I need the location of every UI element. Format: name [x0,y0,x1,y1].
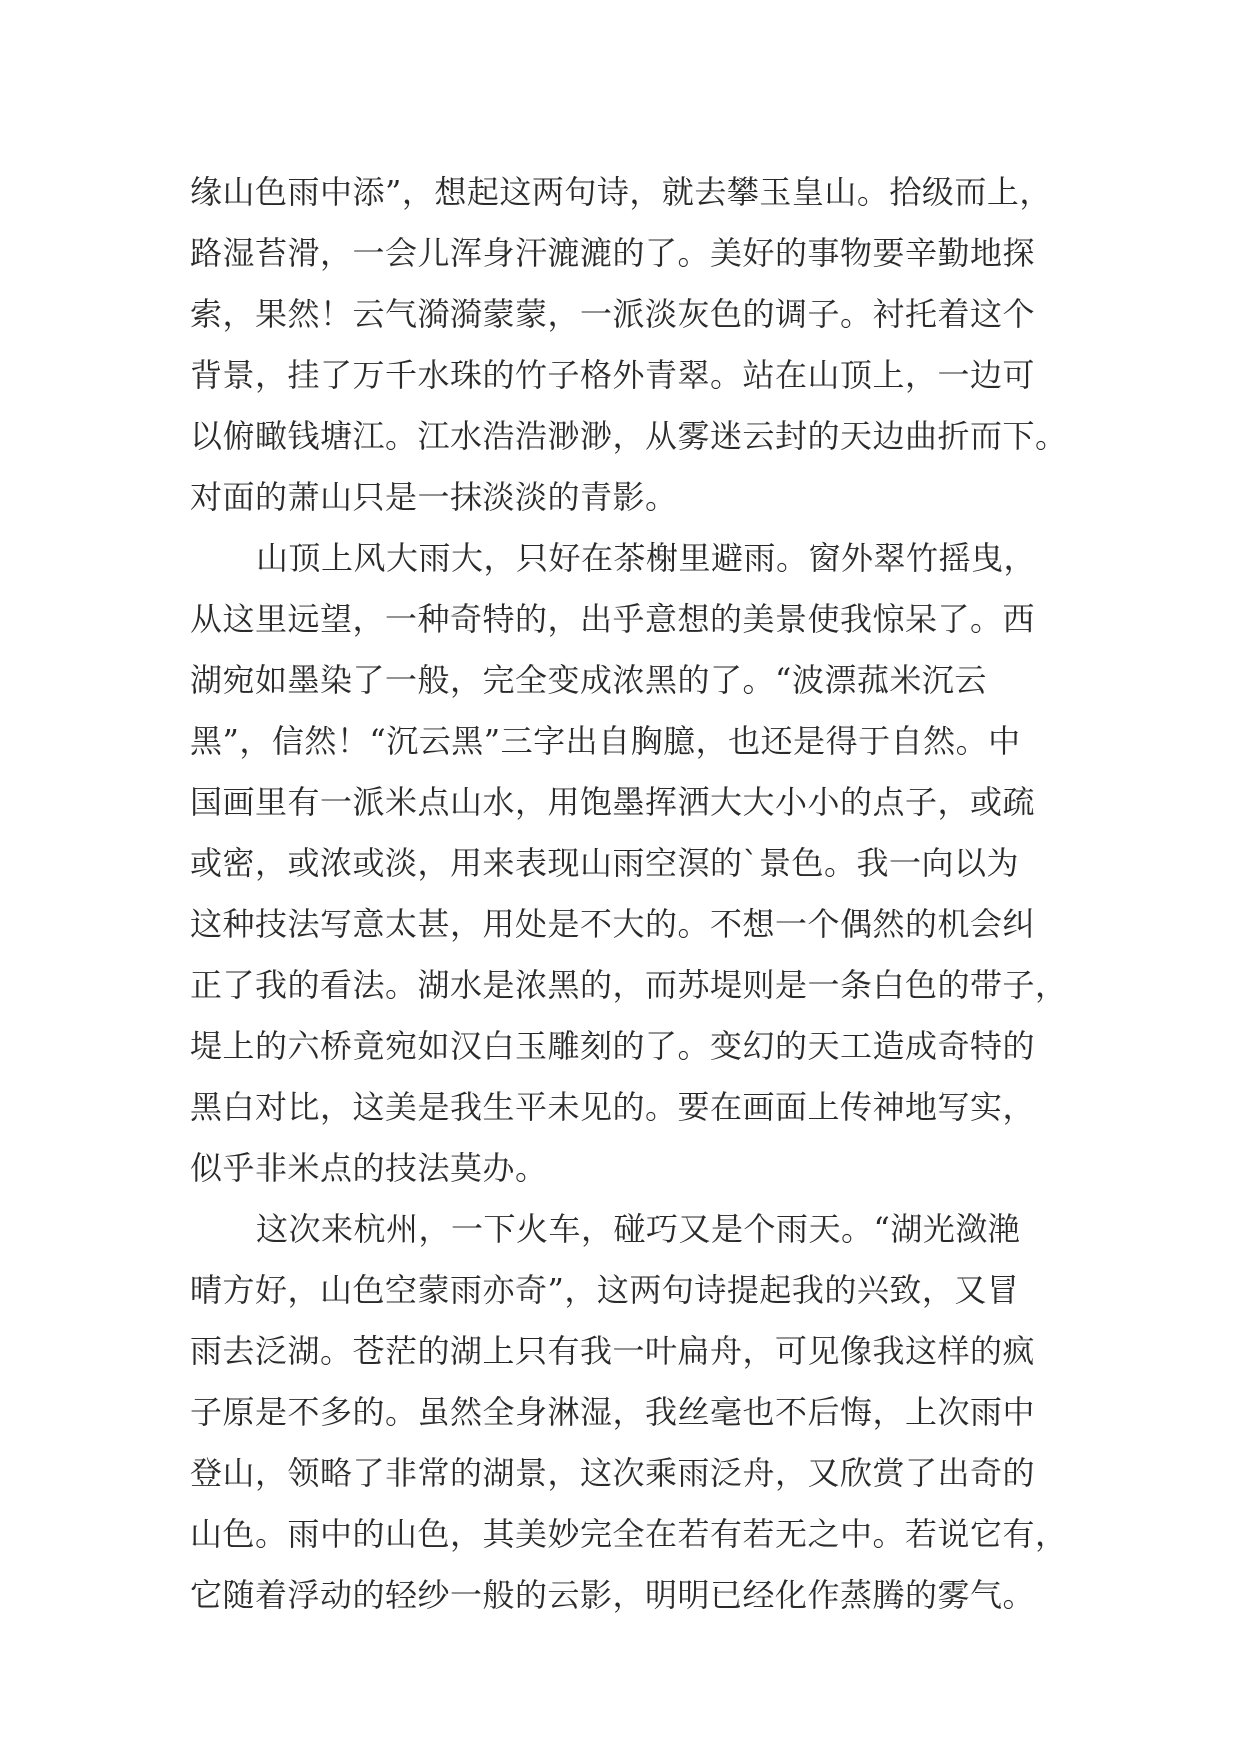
text-line: 缘山色雨中添”，想起这两句诗，就去攀玉皇山。拾级而上， [190,173,1052,211]
text-line: 对面的萧山只是一抹淡淡的青影。 [190,478,678,516]
text-line: 子原是不多的。虽然全身淋湿，我丝毫也不后悔，上次雨中 [190,1393,1036,1431]
text-line: 路湿苔滑，一会儿浑身汗漉漉的了。美好的事物要辛勤地探 [190,234,1036,272]
paragraph-start-line: 这次来杭州，一下火车，碰巧又是个雨天。“湖光潋滟 [256,1210,1021,1248]
text-line: 正了我的看法。湖水是浓黑的，而苏堤则是一条白色的带子， [190,966,1068,1004]
paragraph-start-line: 山顶上风大雨大，只好在茶榭里避雨。窗外翠竹摇曳， [256,539,1037,577]
text-line: 以俯瞰钱塘江。江水浩浩渺渺，从雾迷云封的天边曲折而下。 [190,417,1068,455]
text-line: 背景，挂了万千水珠的竹子格外青翠。站在山顶上，一边可 [190,356,1036,394]
text-line: 索，果然！云气漪漪蒙蒙，一派淡灰色的调子。衬托着这个 [190,295,1036,333]
text-line: 它随着浮动的轻纱一般的云影，明明已经化作蒸腾的雾气。 [190,1576,1036,1614]
body-text [190,162,1070,1626]
text-line: 晴方好，山色空蒙雨亦奇”，这两句诗提起我的兴致，又冒 [190,1271,1020,1309]
text-line: 堤上的六桥竟宛如汉白玉雕刻的了。变幻的天工造成奇特的 [190,1027,1036,1065]
text-line: 似乎非米点的技法莫办。 [190,1149,548,1187]
text-line: 这种技法写意太甚，用处是不大的。不想一个偶然的机会纠 [190,905,1036,943]
text-line: 雨去泛湖。苍茫的湖上只有我一叶扁舟，可见像我这样的疯 [190,1332,1036,1370]
text-line: 黑”，信然！“沉云黑”三字出自胸臆，也还是得于自然。中 [190,722,1021,760]
text-line: 或密，或浓或淡，用来表现山雨空溟的`景色。我一向以为 [190,844,1020,882]
text-line: 黑白对比，这美是我生平未见的。要在画面上传神地写实， [190,1088,1036,1126]
text-line: 从这里远望，一种奇特的，出乎意想的美景使我惊呆了。西 [190,600,1036,638]
text-line: 登山，领略了非常的湖景，这次乘雨泛舟，又欣赏了出奇的 [190,1454,1036,1492]
text-line: 国画里有一派米点山水，用饱墨挥洒大大小小的点子，或疏 [190,783,1036,821]
text-line: 山色。雨中的山色，其美妙完全在若有若无之中。若说它有， [190,1515,1068,1553]
text-line: 湖宛如墨染了一般，完全变成浓黑的了。“波漂菰米沉云 [190,661,987,699]
